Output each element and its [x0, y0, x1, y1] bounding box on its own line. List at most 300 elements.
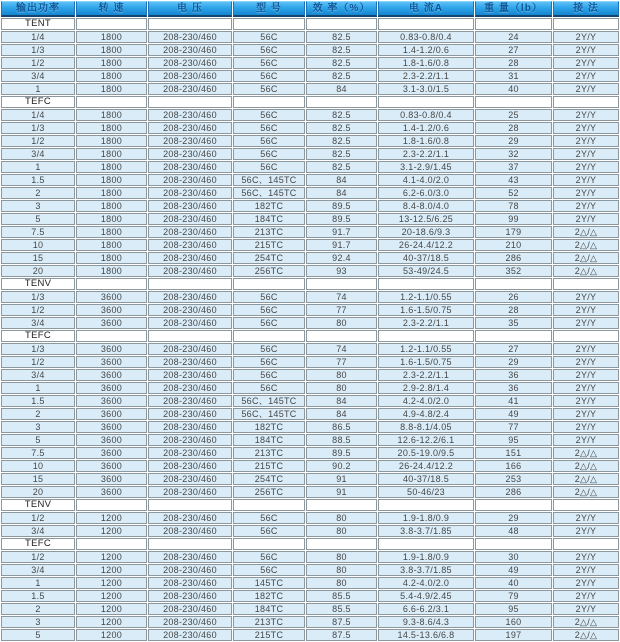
empty-cell — [76, 18, 147, 30]
table-row — [1, 408, 619, 420]
cell-voltage: 208-230/460 — [148, 629, 232, 641]
cell-connection: 2Y/Y — [553, 57, 619, 69]
cell-power: 1 — [1, 577, 75, 589]
empty-cell — [306, 499, 377, 511]
cell-model: 56C — [233, 317, 305, 329]
cell-speed: 3600 — [76, 304, 147, 316]
cell-voltage: 208-230/460 — [148, 447, 232, 459]
cell-weight: 79 — [475, 590, 552, 602]
table-row — [1, 187, 619, 199]
table-row — [1, 616, 619, 628]
cell-voltage: 208-230/460 — [148, 122, 232, 134]
cell-current: 2.3-2.2/1.1 — [378, 317, 474, 329]
cell-weight: 286 — [475, 486, 552, 498]
cell-voltage: 208-230/460 — [148, 343, 232, 355]
cell-weight: 43 — [475, 174, 552, 186]
cell-speed: 1200 — [76, 603, 147, 615]
empty-cell — [475, 538, 552, 550]
table-row — [1, 239, 619, 251]
cell-efficiency: 84 — [306, 187, 377, 199]
cell-connection: 2△/△ — [553, 460, 619, 472]
cell-voltage: 208-230/460 — [148, 109, 232, 121]
cell-speed: 3600 — [76, 395, 147, 407]
cell-speed: 1800 — [76, 239, 147, 251]
cell-current: 1.4-1.2/0.6 — [378, 122, 474, 134]
cell-current: 4.1-4.0/2.0 — [378, 174, 474, 186]
empty-cell — [148, 499, 232, 511]
cell-current: 4.2-4.0/2.0 — [378, 577, 474, 589]
cell-model: 254TC — [233, 252, 305, 264]
empty-cell — [553, 499, 619, 511]
cell-efficiency: 89.5 — [306, 200, 377, 212]
cell-model: 56C、145TC — [233, 174, 305, 186]
cell-model: 56C — [233, 83, 305, 95]
cell-weight: 36 — [475, 369, 552, 381]
cell-power: 1.5 — [1, 395, 75, 407]
cell-weight: 36 — [475, 382, 552, 394]
empty-cell — [233, 18, 305, 30]
empty-cell — [475, 330, 552, 342]
cell-weight: 49 — [475, 564, 552, 576]
cell-connection: 2Y/Y — [553, 213, 619, 225]
cell-speed: 3600 — [76, 382, 147, 394]
cell-weight: 27 — [475, 343, 552, 355]
column-header-connection: 接 法 — [553, 1, 619, 17]
table-row — [1, 382, 619, 394]
cell-speed: 1800 — [76, 226, 147, 238]
table-row — [1, 252, 619, 264]
empty-cell — [233, 330, 305, 342]
cell-current: 50-46/23 — [378, 486, 474, 498]
cell-weight: 35 — [475, 317, 552, 329]
cell-efficiency: 80 — [306, 317, 377, 329]
cell-speed: 3600 — [76, 343, 147, 355]
cell-model: 56C、145TC — [233, 187, 305, 199]
cell-efficiency: 84 — [306, 395, 377, 407]
cell-power: 1/3 — [1, 291, 75, 303]
cell-current: 1.6-1.5/0.75 — [378, 304, 474, 316]
cell-power: 1/2 — [1, 135, 75, 147]
cell-voltage: 208-230/460 — [148, 304, 232, 316]
cell-model: 56C — [233, 512, 305, 524]
cell-model: 182TC — [233, 200, 305, 212]
cell-model: 56C — [233, 148, 305, 160]
cell-power: 1 — [1, 161, 75, 173]
cell-power: 20 — [1, 486, 75, 498]
cell-weight: 28 — [475, 57, 552, 69]
table-row — [1, 369, 619, 381]
empty-cell — [378, 499, 474, 511]
table-row — [1, 174, 619, 186]
cell-power: 1/2 — [1, 356, 75, 368]
cell-efficiency: 85.5 — [306, 603, 377, 615]
cell-voltage: 208-230/460 — [148, 525, 232, 537]
empty-cell — [233, 499, 305, 511]
table-row — [1, 213, 619, 225]
column-header-efficiency: 效 率（%） — [306, 1, 377, 17]
cell-current: 26-24.4/12.2 — [378, 239, 474, 251]
cell-efficiency: 80 — [306, 564, 377, 576]
cell-current: 2.3-2.2/1.1 — [378, 148, 474, 160]
cell-current: 12.6-12.2/6.1 — [378, 434, 474, 446]
cell-model: 215TC — [233, 239, 305, 251]
cell-model: 56C — [233, 122, 305, 134]
cell-efficiency: 74 — [306, 343, 377, 355]
cell-voltage: 208-230/460 — [148, 83, 232, 95]
cell-weight: 151 — [475, 447, 552, 459]
cell-power: 1.5 — [1, 590, 75, 602]
cell-efficiency: 82.5 — [306, 57, 377, 69]
cell-speed: 1800 — [76, 213, 147, 225]
cell-power: 3 — [1, 200, 75, 212]
cell-voltage: 208-230/460 — [148, 603, 232, 615]
empty-cell — [475, 499, 552, 511]
cell-connection: 2Y/Y — [553, 434, 619, 446]
cell-weight: 99 — [475, 213, 552, 225]
cell-current: 53-49/24.5 — [378, 265, 474, 277]
cell-current: 1.6-1.5/0.75 — [378, 356, 474, 368]
cell-voltage: 208-230/460 — [148, 239, 232, 251]
empty-cell — [148, 538, 232, 550]
cell-weight: 24 — [475, 31, 552, 43]
table-row — [1, 603, 619, 615]
cell-weight: 28 — [475, 122, 552, 134]
cell-model: 56C、145TC — [233, 395, 305, 407]
cell-voltage: 208-230/460 — [148, 590, 232, 602]
cell-voltage: 208-230/460 — [148, 577, 232, 589]
cell-efficiency: 91 — [306, 473, 377, 485]
cell-speed: 1800 — [76, 174, 147, 186]
cell-voltage: 208-230/460 — [148, 395, 232, 407]
table-row — [1, 122, 619, 134]
cell-current: 2.3-2.2/1.1 — [378, 70, 474, 82]
empty-cell — [76, 330, 147, 342]
cell-speed: 1200 — [76, 629, 147, 641]
cell-current: 3.8-3.7/1.85 — [378, 525, 474, 537]
cell-power: 3/4 — [1, 148, 75, 160]
cell-voltage: 208-230/460 — [148, 148, 232, 160]
empty-cell — [233, 278, 305, 290]
cell-voltage: 208-230/460 — [148, 44, 232, 56]
cell-speed: 1800 — [76, 31, 147, 43]
cell-speed: 3600 — [76, 473, 147, 485]
cell-weight: 179 — [475, 226, 552, 238]
cell-efficiency: 82.5 — [306, 161, 377, 173]
cell-efficiency: 84 — [306, 174, 377, 186]
cell-weight: 95 — [475, 603, 552, 615]
empty-cell — [553, 330, 619, 342]
cell-model: 213TC — [233, 447, 305, 459]
cell-weight: 78 — [475, 200, 552, 212]
cell-model: 184TC — [233, 603, 305, 615]
table-row — [1, 421, 619, 433]
cell-connection: 2Y/Y — [553, 343, 619, 355]
cell-efficiency: 87.5 — [306, 629, 377, 641]
cell-connection: 2Y/Y — [553, 291, 619, 303]
table-row — [1, 291, 619, 303]
cell-model: 215TC — [233, 629, 305, 641]
empty-cell — [378, 18, 474, 30]
cell-current: 9.3-8.6/4.3 — [378, 616, 474, 628]
table-body — [1, 18, 619, 641]
empty-cell — [378, 96, 474, 108]
cell-weight: 77 — [475, 421, 552, 433]
cell-current: 6.6-6.2/3.1 — [378, 603, 474, 615]
cell-power: 10 — [1, 460, 75, 472]
table-row — [1, 356, 619, 368]
table-row — [1, 486, 619, 498]
cell-power: 1 — [1, 83, 75, 95]
empty-cell — [553, 18, 619, 30]
cell-weight: 210 — [475, 239, 552, 251]
cell-model: 56C — [233, 109, 305, 121]
cell-power: 1/2 — [1, 551, 75, 563]
cell-power: 2 — [1, 603, 75, 615]
cell-connection: 2Y/Y — [553, 70, 619, 82]
cell-model: 56C — [233, 57, 305, 69]
section-row — [1, 96, 619, 108]
cell-power: 1/4 — [1, 31, 75, 43]
cell-model: 56C — [233, 31, 305, 43]
table-row — [1, 551, 619, 563]
cell-efficiency: 82.5 — [306, 70, 377, 82]
table-row — [1, 265, 619, 277]
cell-model: 182TC — [233, 590, 305, 602]
cell-weight: 28 — [475, 304, 552, 316]
table-row — [1, 473, 619, 485]
cell-current: 4.2-4.0/2.0 — [378, 395, 474, 407]
column-header-current: 电 流A — [378, 1, 474, 17]
cell-efficiency: 74 — [306, 291, 377, 303]
cell-weight: 26 — [475, 291, 552, 303]
section-label: TENV — [1, 278, 75, 290]
cell-speed: 1800 — [76, 122, 147, 134]
cell-voltage: 208-230/460 — [148, 252, 232, 264]
cell-connection: 2Y/Y — [553, 31, 619, 43]
cell-speed: 1200 — [76, 577, 147, 589]
section-label: TEFC — [1, 330, 75, 342]
table-row — [1, 70, 619, 82]
cell-weight: 52 — [475, 187, 552, 199]
cell-connection: 2△/△ — [553, 616, 619, 628]
cell-model: 254TC — [233, 473, 305, 485]
empty-cell — [76, 278, 147, 290]
empty-cell — [306, 538, 377, 550]
cell-speed: 1800 — [76, 252, 147, 264]
cell-model: 56C — [233, 369, 305, 381]
cell-power: 1/2 — [1, 57, 75, 69]
cell-power: 1.5 — [1, 174, 75, 186]
cell-speed: 1800 — [76, 83, 147, 95]
section-label: TEFC — [1, 96, 75, 108]
cell-weight: 352 — [475, 265, 552, 277]
cell-efficiency: 91.7 — [306, 239, 377, 251]
cell-efficiency: 92.4 — [306, 252, 377, 264]
cell-voltage: 208-230/460 — [148, 226, 232, 238]
cell-current: 20-18.6/9.3 — [378, 226, 474, 238]
cell-model: 56C — [233, 135, 305, 147]
cell-power: 15 — [1, 473, 75, 485]
table-row — [1, 447, 619, 459]
table-row — [1, 304, 619, 316]
cell-power: 1/3 — [1, 122, 75, 134]
cell-connection: 2Y/Y — [553, 109, 619, 121]
table-row — [1, 590, 619, 602]
cell-power: 1 — [1, 382, 75, 394]
cell-connection: 2Y/Y — [553, 135, 619, 147]
cell-model: 213TC — [233, 226, 305, 238]
table-row — [1, 200, 619, 212]
cell-power: 3 — [1, 421, 75, 433]
cell-power: 5 — [1, 213, 75, 225]
section-label: TENT — [1, 18, 75, 30]
empty-cell — [553, 278, 619, 290]
cell-weight: 160 — [475, 616, 552, 628]
empty-cell — [148, 278, 232, 290]
cell-connection: 2Y/Y — [553, 382, 619, 394]
cell-model: 256TC — [233, 265, 305, 277]
cell-voltage: 208-230/460 — [148, 551, 232, 563]
cell-voltage: 208-230/460 — [148, 265, 232, 277]
cell-connection: 2Y/Y — [553, 421, 619, 433]
empty-cell — [378, 538, 474, 550]
cell-connection: 2Y/Y — [553, 317, 619, 329]
table-row — [1, 83, 619, 95]
table-row — [1, 148, 619, 160]
cell-model: 182TC — [233, 421, 305, 433]
cell-efficiency: 91 — [306, 486, 377, 498]
cell-connection: 2Y/Y — [553, 122, 619, 134]
cell-speed: 1200 — [76, 512, 147, 524]
cell-efficiency: 89.5 — [306, 447, 377, 459]
cell-efficiency: 91.7 — [306, 226, 377, 238]
cell-current: 20.5-19.0/9.5 — [378, 447, 474, 459]
cell-weight: 29 — [475, 135, 552, 147]
cell-power: 1/2 — [1, 304, 75, 316]
cell-power: 1/2 — [1, 512, 75, 524]
cell-current: 1.8-1.6/0.8 — [378, 135, 474, 147]
cell-weight: 166 — [475, 460, 552, 472]
empty-cell — [378, 278, 474, 290]
cell-efficiency: 84 — [306, 408, 377, 420]
cell-weight: 253 — [475, 473, 552, 485]
cell-speed: 1200 — [76, 564, 147, 576]
cell-efficiency: 82.5 — [306, 109, 377, 121]
empty-cell — [76, 499, 147, 511]
cell-efficiency: 80 — [306, 369, 377, 381]
cell-connection: 2Y/Y — [553, 577, 619, 589]
cell-connection: 2Y/Y — [553, 564, 619, 576]
cell-connection: 2Y/Y — [553, 590, 619, 602]
cell-current: 1.4-1.2/0.6 — [378, 44, 474, 56]
cell-current: 40-37/18.5 — [378, 473, 474, 485]
cell-efficiency: 82.5 — [306, 122, 377, 134]
empty-cell — [553, 96, 619, 108]
cell-power: 3/4 — [1, 369, 75, 381]
table-row — [1, 109, 619, 121]
cell-speed: 3600 — [76, 421, 147, 433]
cell-current: 2.9-2.8/1.4 — [378, 382, 474, 394]
table-row — [1, 31, 619, 43]
cell-voltage: 208-230/460 — [148, 57, 232, 69]
cell-connection: 2Y/Y — [553, 512, 619, 524]
cell-model: 213TC — [233, 616, 305, 628]
cell-power: 3 — [1, 616, 75, 628]
cell-efficiency: 82.5 — [306, 44, 377, 56]
cell-efficiency: 89.5 — [306, 213, 377, 225]
cell-power: 10 — [1, 239, 75, 251]
cell-power: 3/4 — [1, 317, 75, 329]
empty-cell — [378, 330, 474, 342]
cell-weight: 29 — [475, 356, 552, 368]
cell-efficiency: 80 — [306, 525, 377, 537]
column-header-weight: 重 量（lb） — [475, 1, 552, 17]
cell-connection: 2Y/Y — [553, 525, 619, 537]
cell-power: 2 — [1, 408, 75, 420]
cell-model: 56C — [233, 356, 305, 368]
cell-voltage: 208-230/460 — [148, 174, 232, 186]
cell-power: 1/3 — [1, 44, 75, 56]
cell-power: 15 — [1, 252, 75, 264]
cell-voltage: 208-230/460 — [148, 564, 232, 576]
cell-weight: 29 — [475, 512, 552, 524]
cell-current: 1.2-1.1/0.55 — [378, 291, 474, 303]
cell-voltage: 208-230/460 — [148, 213, 232, 225]
empty-cell — [76, 538, 147, 550]
cell-speed: 1800 — [76, 161, 147, 173]
cell-power: 5 — [1, 629, 75, 641]
cell-current: 6.2-6.0/3.0 — [378, 187, 474, 199]
empty-cell — [306, 278, 377, 290]
cell-connection: 2Y/Y — [553, 174, 619, 186]
table-row — [1, 564, 619, 576]
cell-speed: 1200 — [76, 616, 147, 628]
cell-efficiency: 84 — [306, 83, 377, 95]
cell-connection: 2△/△ — [553, 265, 619, 277]
cell-current: 2.3-2.2/1.1 — [378, 369, 474, 381]
empty-cell — [148, 18, 232, 30]
empty-cell — [306, 96, 377, 108]
cell-connection: 2△/△ — [553, 447, 619, 459]
cell-model: 56C — [233, 44, 305, 56]
section-label: TENV — [1, 499, 75, 511]
cell-voltage: 208-230/460 — [148, 486, 232, 498]
cell-voltage: 208-230/460 — [148, 70, 232, 82]
cell-speed: 3600 — [76, 460, 147, 472]
column-header-power: 输出功率 — [1, 1, 75, 17]
cell-current: 1.8-1.6/0.8 — [378, 57, 474, 69]
cell-speed: 1800 — [76, 44, 147, 56]
cell-connection: 2Y/Y — [553, 408, 619, 420]
table-row — [1, 434, 619, 446]
cell-connection: 2Y/Y — [553, 395, 619, 407]
cell-speed: 3600 — [76, 434, 147, 446]
cell-efficiency: 93 — [306, 265, 377, 277]
cell-weight: 49 — [475, 408, 552, 420]
cell-current: 0.83-0.8/0.4 — [378, 109, 474, 121]
cell-voltage: 208-230/460 — [148, 369, 232, 381]
cell-weight: 40 — [475, 83, 552, 95]
column-header-voltage: 电 压 — [148, 1, 232, 17]
cell-model: 145TC — [233, 577, 305, 589]
empty-cell — [148, 96, 232, 108]
empty-cell — [233, 96, 305, 108]
cell-speed: 1200 — [76, 551, 147, 563]
cell-weight: 95 — [475, 434, 552, 446]
header-row — [1, 1, 619, 17]
cell-voltage: 208-230/460 — [148, 434, 232, 446]
cell-speed: 1800 — [76, 57, 147, 69]
